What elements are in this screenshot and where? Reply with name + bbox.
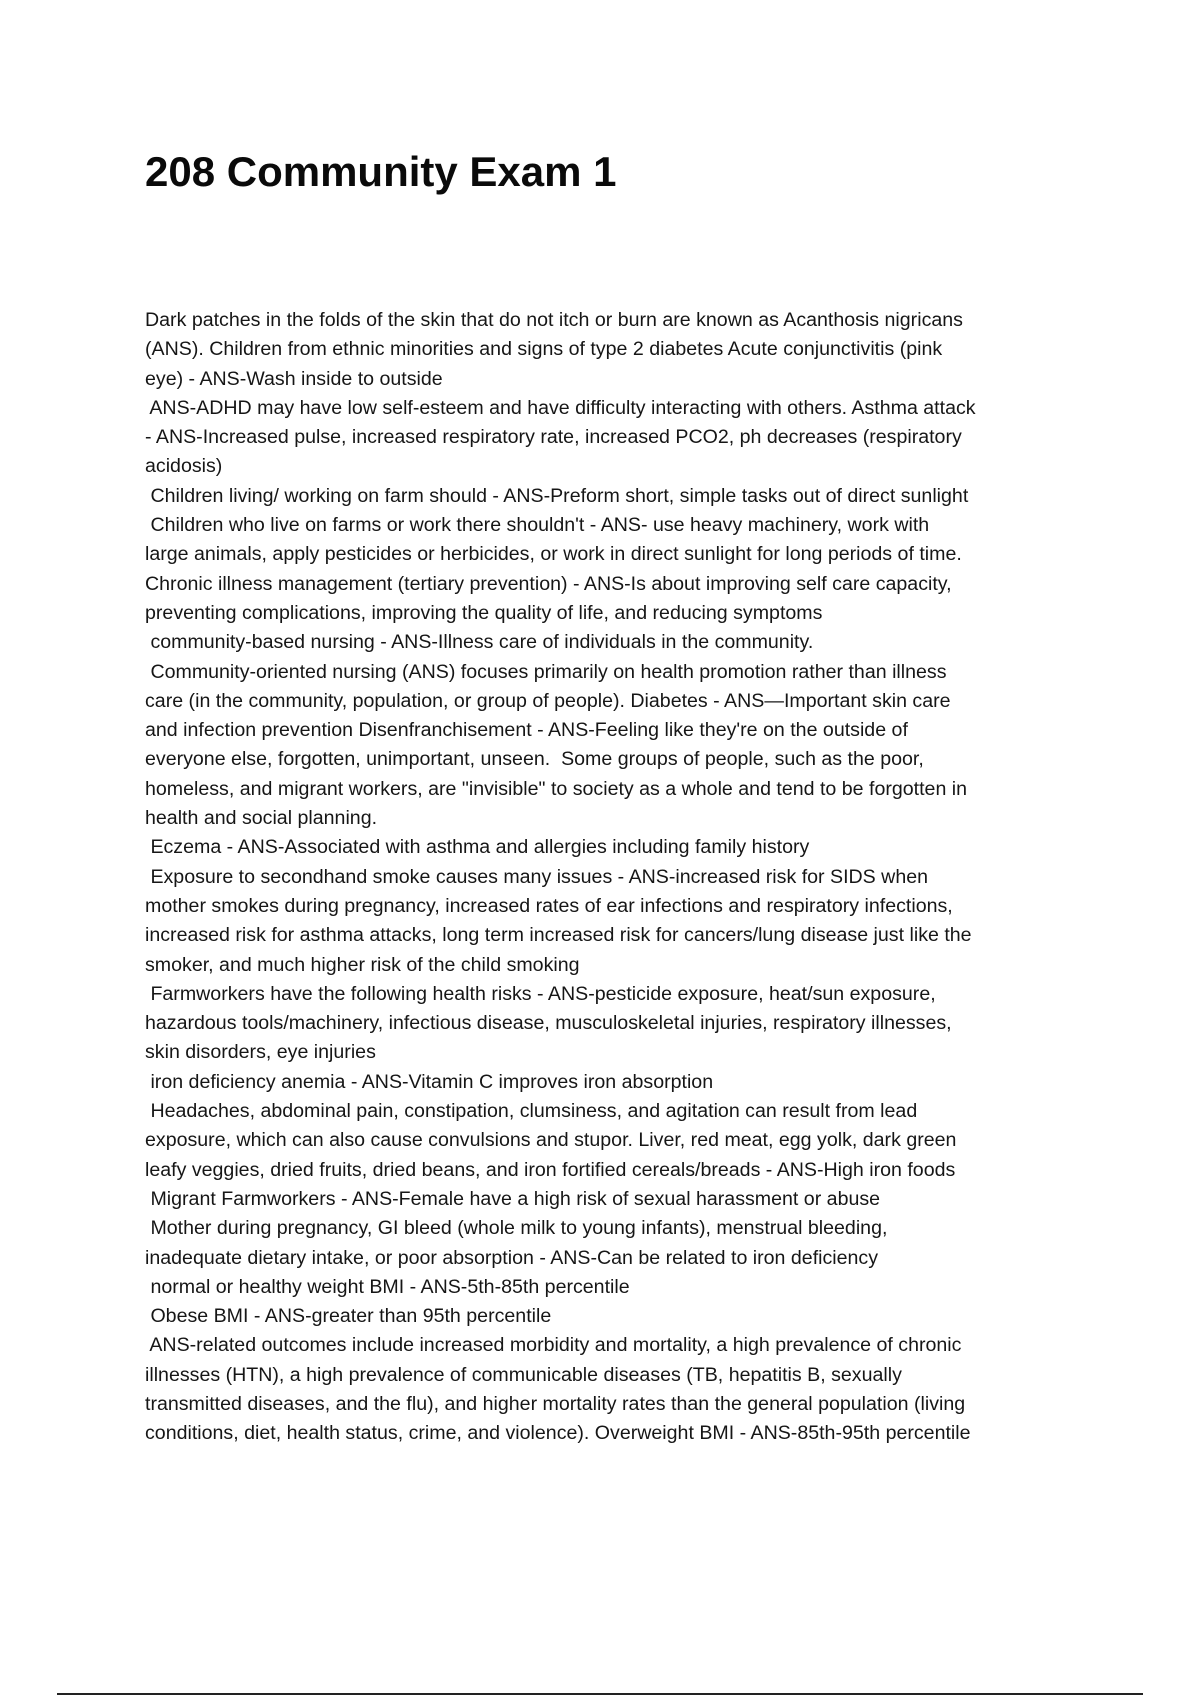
text-line: inadequate dietary intake, or poor absorption - ANS-Can be related to iron deficiency [145, 1246, 879, 1269]
text-line: leafy veggies, dried fruits, dried beans, and iron fortified cereals/breads - ANS-High iron foods [145, 1158, 956, 1181]
text-line: exposure, which can also cause convulsions and stupor. Liver, red meat, egg yolk, dark green [145, 1129, 957, 1152]
text-line: eye) - ANS-Wash inside to outside [145, 367, 443, 390]
text-line: Dark patches in the folds of the skin that do not itch or burn are known as Acanthosis nigricans [145, 309, 963, 331]
text-line: Mother during pregnancy, GI bleed (whole milk to young infants), menstrual bleeding, [145, 1217, 888, 1240]
document-body [145, 306, 1100, 1449]
text-line: - ANS-Increased pulse, increased respiratory rate, increased PCO2, ph decreases (respiratory [145, 426, 962, 449]
text-line: smoker, and much higher risk of the child smoking [145, 953, 580, 976]
text-line: ANS-related outcomes include increased morbidity and mortality, a high prevalence of chronic [145, 1334, 962, 1357]
page-title: 208 Community Exam 1 [145, 148, 617, 195]
text-line: transmitted diseases, and the flu), and higher mortality rates than the general population (living [145, 1392, 966, 1415]
text-line: mother smokes during pregnancy, increased rates of ear infections and respiratory infections, [145, 894, 953, 917]
text-line: Chronic illness management (tertiary prevention) - ANS-Is about improving self care capacity, [145, 572, 952, 595]
text-line: Children living/ working on farm should - ANS-Preform short, simple tasks out of direct sunlight [145, 484, 969, 507]
text-line: Obese BMI - ANS-greater than 95th percentile [145, 1305, 552, 1328]
text-line: Migrant Farmworkers - ANS-Female have a high risk of sexual harassment or abuse [145, 1187, 881, 1210]
text-line: (ANS). Children from ethnic minorities and signs of type 2 diabetes Acute conjunctivitis (pink [145, 338, 943, 361]
text-line: hazardous tools/machinery, infectious disease, musculoskeletal injuries, respiratory illnesses, [145, 1012, 952, 1035]
text-line: health and social planning. [145, 807, 378, 830]
text-line: large animals, apply pesticides or herbicides, or work in direct sunlight for long periods of time. [145, 543, 962, 566]
text-line: conditions, diet, health status, crime, and violence). Overweight BMI - ANS-85th-95th percentile [145, 1422, 971, 1445]
text-line: Eczema - ANS-Associated with asthma and allergies including family history [145, 836, 810, 859]
text-line: skin disorders, eye injuries [145, 1041, 376, 1064]
footer-divider [57, 1693, 1143, 1695]
text-line: community-based nursing - ANS-Illness care of individuals in the community. [145, 631, 814, 654]
text-line: Farmworkers have the following health risks - ANS-pesticide exposure, heat/sun exposure, [145, 982, 936, 1005]
text-line: Exposure to secondhand smoke causes many issues - ANS-increased risk for SIDS when [145, 865, 929, 888]
text-line: normal or healthy weight BMI - ANS-5th-85th percentile [145, 1275, 630, 1298]
text-line: Community-oriented nursing (ANS) focuses primarily on health promotion rather than illness [145, 660, 947, 683]
text-line: care (in the community, population, or group of people). Diabetes - ANS—Important skin care [145, 689, 951, 712]
text-line: Children who live on farms or work there shouldn't - ANS- use heavy machinery, work with [145, 514, 930, 537]
text-line: everyone else, forgotten, unimportant, unseen. Some groups of people, such as the poor, [145, 748, 924, 771]
text-line: and infection prevention Disenfranchisement - ANS-Feeling like they're on the outside of [145, 719, 908, 742]
text-line: homeless, and migrant workers, are "invisible" to society as a whole and tend to be forgotten in [145, 777, 968, 800]
text-line: iron deficiency anemia - ANS-Vitamin C improves iron absorption [145, 1070, 714, 1093]
text-line: illnesses (HTN), a high prevalence of communicable diseases (TB, hepatitis B, sexually [145, 1363, 902, 1386]
text-line: acidosis) [145, 455, 223, 478]
text-line: increased risk for asthma attacks, long term increased risk for cancers/lung disease just like the [145, 924, 972, 947]
text-line: Headaches, abdominal pain, constipation, clumsiness, and agitation can result from lead [145, 1100, 918, 1123]
text-line: preventing complications, improving the quality of life, and reducing symptoms [145, 601, 823, 624]
text-line: ANS-ADHD may have low self-esteem and have difficulty interacting with others. Asthma attack [145, 396, 976, 419]
